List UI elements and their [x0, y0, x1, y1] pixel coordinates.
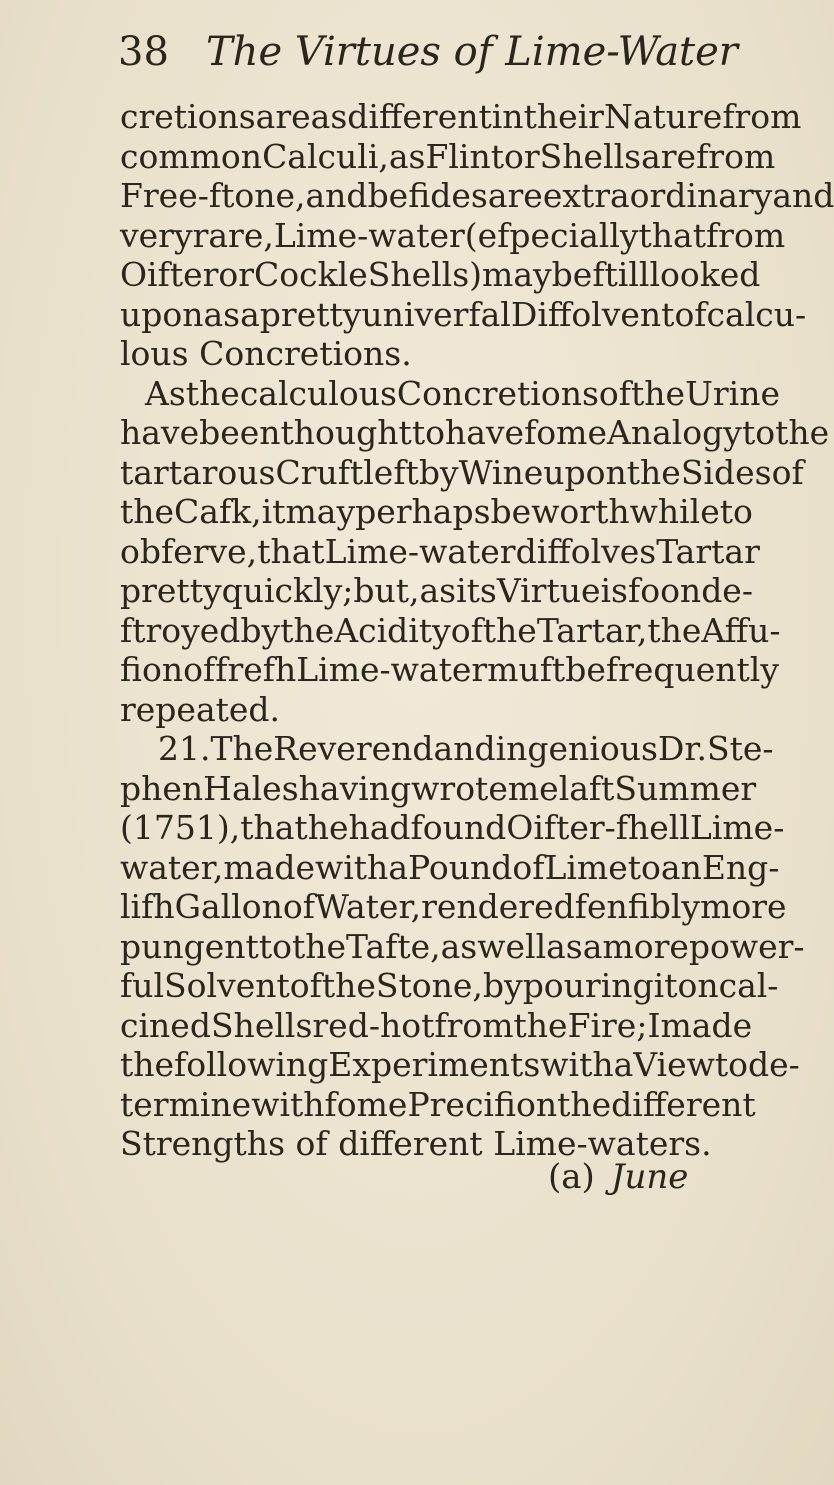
word: the — [626, 452, 681, 492]
word: Fire; — [567, 1005, 648, 1045]
word: the — [482, 610, 537, 650]
word: Urine — [685, 373, 780, 413]
word: (efpecially — [464, 215, 639, 255]
word: rare, — [192, 215, 274, 255]
word: Tartar, — [536, 610, 648, 650]
word: more — [602, 926, 689, 966]
word: the — [513, 1005, 568, 1045]
word: different — [347, 97, 492, 136]
word: upon — [543, 452, 627, 492]
word: ingenious — [495, 729, 658, 768]
word: Dr. — [657, 729, 708, 768]
word: a — [240, 294, 260, 334]
word: are — [641, 136, 697, 176]
word: to — [741, 413, 776, 452]
word: Diffolvent — [510, 294, 675, 334]
word: an — [660, 847, 702, 887]
word: View — [633, 1045, 715, 1084]
word: Virtue — [496, 571, 601, 610]
word: Hales — [203, 768, 299, 808]
word: as — [310, 97, 348, 136]
word: have — [444, 413, 525, 452]
word: common — [120, 136, 263, 176]
word: the — [185, 373, 240, 413]
word: cretions — [120, 97, 256, 136]
word: laft — [558, 768, 615, 808]
word: of — [598, 373, 632, 413]
word: the — [120, 1045, 175, 1084]
word: on — [677, 966, 719, 1005]
word: thought — [280, 413, 412, 452]
word: as — [419, 571, 457, 610]
word: to — [714, 1045, 749, 1084]
word: Cafk, — [174, 492, 262, 531]
word: calcu- — [706, 294, 807, 334]
word: of — [512, 847, 545, 887]
word: pungent — [120, 926, 259, 966]
word: found — [410, 808, 507, 847]
word: as — [203, 294, 241, 334]
word: upon — [120, 294, 204, 334]
word: Water, — [314, 887, 422, 926]
word: fome — [324, 1084, 408, 1124]
word: pretty — [259, 294, 362, 334]
word: while — [629, 492, 720, 531]
word: red-hot — [312, 1005, 435, 1045]
word: Lime-water — [273, 215, 465, 255]
word: Lime- — [689, 808, 785, 847]
word: calculous — [239, 373, 397, 413]
word: Lime-water — [296, 650, 488, 689]
word: obferve, — [120, 531, 258, 571]
word: termine — [120, 1084, 252, 1124]
word: to — [411, 413, 445, 452]
word: Cruft — [275, 452, 364, 492]
word: and — [772, 176, 834, 215]
word: and — [433, 729, 496, 768]
catchword: June — [610, 1157, 689, 1197]
word: following — [174, 1045, 329, 1084]
word: from — [434, 1005, 514, 1045]
word: Acidity — [334, 610, 451, 650]
word: been — [199, 413, 281, 452]
word: it — [653, 966, 678, 1005]
word: lous — [120, 334, 189, 373]
word: as — [440, 926, 478, 966]
word: repeated. — [120, 689, 281, 729]
word: diffolves — [515, 531, 657, 571]
word: be — [490, 492, 532, 531]
word: Stone, — [375, 966, 483, 1005]
word: fenfibly — [574, 887, 701, 926]
word: made — [660, 1005, 753, 1045]
word: with — [251, 1084, 325, 1124]
word: foon — [627, 571, 702, 610]
running-head — [118, 22, 738, 82]
word: different — [338, 1124, 483, 1163]
word: be — [551, 255, 593, 294]
word: very — [120, 215, 193, 255]
word: The — [210, 729, 274, 768]
word: the — [120, 492, 175, 531]
word: Gallon — [174, 887, 283, 926]
word: of — [289, 966, 322, 1005]
word: more — [700, 887, 787, 926]
word: univerfal — [361, 294, 511, 334]
word: may — [482, 255, 552, 294]
word: ftroyed — [120, 610, 241, 650]
word: cined — [120, 1005, 211, 1045]
word: the — [775, 413, 830, 452]
word: Concretions — [396, 373, 599, 413]
word: ftill — [592, 255, 650, 294]
word: or — [218, 255, 255, 294]
word: are — [487, 176, 543, 215]
word: by — [240, 610, 281, 650]
word: may — [285, 492, 356, 531]
word: or — [504, 136, 540, 176]
word: I — [647, 1005, 661, 1045]
word: Lime-water — [324, 531, 516, 571]
word: is — [600, 571, 628, 610]
word: worth — [531, 492, 630, 531]
word: Affu- — [701, 610, 781, 650]
word: Nature — [603, 97, 723, 136]
catchword-line — [548, 1150, 688, 1204]
word: me — [507, 768, 559, 808]
word: phen — [120, 768, 204, 808]
word: a — [582, 926, 603, 966]
word: Wine — [458, 452, 544, 492]
word: different — [611, 1084, 756, 1124]
word: tartarous — [120, 452, 276, 492]
word: Oifter — [120, 255, 219, 294]
word: de- — [748, 1045, 800, 1084]
word: Solvent — [164, 966, 290, 1005]
word: made — [223, 847, 315, 887]
word: of — [674, 294, 707, 334]
word: of — [450, 610, 483, 650]
word: by — [418, 452, 459, 492]
word: Flint — [425, 136, 505, 176]
word: looked — [649, 255, 761, 294]
word: the — [291, 926, 346, 966]
word: 21. — [158, 729, 211, 768]
word: from — [722, 97, 802, 136]
running-title: The Virtues of Lime-Water — [206, 29, 738, 75]
word: Reverend — [273, 729, 434, 768]
word: had — [348, 808, 411, 847]
word: Lime — [544, 847, 628, 887]
word: that — [240, 808, 308, 847]
word: its — [456, 571, 497, 610]
word: the — [557, 1084, 612, 1124]
word: the — [647, 610, 702, 650]
word: to — [258, 926, 292, 966]
word: Sides — [680, 452, 772, 492]
word: well — [477, 926, 547, 966]
word: rendered — [421, 887, 575, 926]
word: Eng- — [701, 847, 780, 887]
word: that — [257, 531, 325, 571]
word: pretty — [120, 571, 222, 610]
word: Free-ftone, — [120, 176, 306, 215]
word: befides — [367, 176, 488, 215]
word: Tartar — [656, 531, 760, 571]
word: from — [696, 136, 776, 176]
word: water, — [120, 847, 224, 887]
word: de- — [701, 571, 753, 610]
word: from — [705, 215, 786, 255]
word: their — [523, 97, 604, 136]
word: a — [613, 1045, 634, 1084]
word: of — [295, 1124, 328, 1163]
word: Ste- — [707, 729, 774, 768]
word: as — [546, 926, 583, 966]
word: fion — [120, 650, 184, 689]
word: Precifion — [407, 1084, 558, 1124]
word: frefh — [215, 650, 297, 689]
word: Cockle — [254, 255, 368, 294]
page-number: 38 — [118, 29, 169, 75]
word: be — [565, 650, 606, 689]
word: Shells — [539, 136, 642, 176]
word: the — [280, 610, 335, 650]
word: muft — [487, 650, 566, 689]
word: the — [321, 966, 376, 1005]
word: Shells) — [367, 255, 483, 294]
word: ful — [120, 966, 165, 1005]
word: that — [638, 215, 706, 255]
word: a — [388, 847, 408, 887]
word: Strengths — [120, 1124, 285, 1163]
word: in — [491, 97, 524, 136]
word: frequently — [605, 650, 779, 689]
word: of — [282, 887, 315, 926]
word: As — [145, 373, 186, 413]
word: Concretions. — [199, 334, 412, 373]
word: Lime-waters. — [493, 1124, 712, 1163]
word: Summer — [614, 768, 757, 808]
word: to — [719, 492, 753, 531]
word: Pound — [408, 847, 513, 887]
word: but, — [353, 571, 420, 610]
word: the — [631, 373, 686, 413]
word: by — [482, 966, 523, 1005]
word: he — [307, 808, 349, 847]
word: power- — [688, 926, 805, 966]
word: of — [183, 650, 216, 689]
word: Calculi, — [262, 136, 389, 176]
word: Experiments — [328, 1045, 541, 1084]
word: pouring — [522, 966, 654, 1005]
word: Analogy — [606, 413, 742, 452]
word: (1751), — [120, 808, 241, 847]
word: as — [388, 136, 426, 176]
word: cal- — [718, 966, 779, 1005]
word: of — [771, 452, 804, 492]
word: it — [261, 492, 286, 531]
word: perhaps — [355, 492, 491, 531]
word: quickly; — [221, 571, 354, 610]
word: fome — [524, 413, 607, 452]
word: left — [363, 452, 419, 492]
signature-mark: (a) — [548, 1157, 595, 1197]
word: Oifter-fhell — [506, 808, 690, 847]
word: have — [120, 413, 200, 452]
word: extraordinary — [542, 176, 773, 215]
word: lifh — [120, 887, 175, 926]
word: wrote — [411, 768, 508, 808]
word: Tafte, — [346, 926, 441, 966]
word: with — [314, 847, 389, 887]
word: having — [298, 768, 412, 808]
word: are — [255, 97, 311, 136]
word: Shells — [210, 1005, 313, 1045]
word: with — [540, 1045, 614, 1084]
word: and — [305, 176, 368, 215]
word: to — [627, 847, 661, 887]
